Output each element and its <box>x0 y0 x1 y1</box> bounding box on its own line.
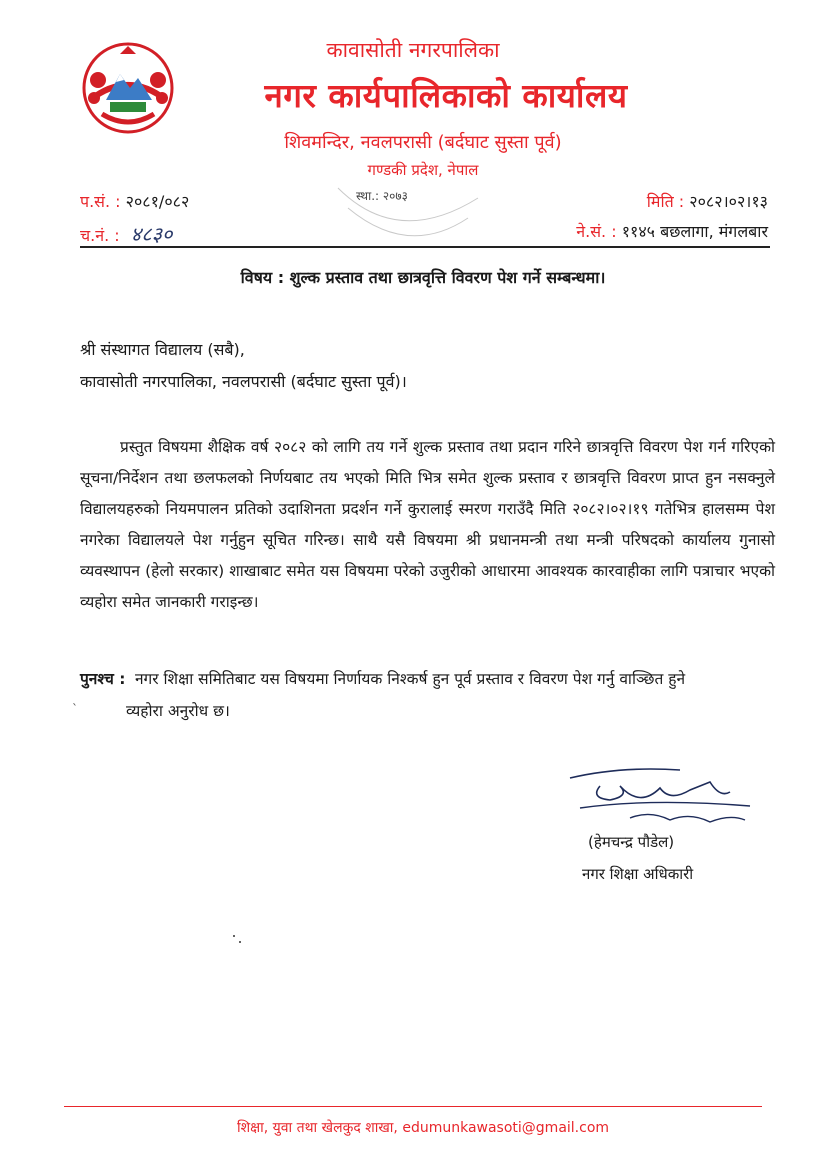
ns-label: ने.सं. : <box>576 222 617 241</box>
addressee-line-2: कावासोती नगरपालिका, नवलपरासी (बर्दघाट सुस्ता पूर्व)। <box>80 372 407 391</box>
office-address: शिवमन्दिर, नवलपरासी (बर्दघाट सुस्ता पूर्व) <box>284 132 562 153</box>
postscript-label: पुनश्च : <box>80 670 126 688</box>
cn-value: ४८३० <box>130 222 173 246</box>
addressee-line-1: श्री संस्थागत विद्यालय (सबै), <box>80 340 245 359</box>
signatory-name: (हेमचन्द्र पौडेल) <box>588 833 675 851</box>
postscript-line-2: व्यहोरा अनुरोध छ। <box>126 702 230 720</box>
reference-number <box>80 190 189 212</box>
office-province: गण्डकी प्रदेश, नेपाल <box>367 161 479 179</box>
nepal-sambat-date <box>576 220 768 242</box>
date-value: २०८२।०२।१३ <box>689 192 768 211</box>
letter-body: प्रस्तुत विषयमा शैक्षिक वर्ष २०८२ को लागि तय गर्ने शुल्क प्रस्ताव तथा प्रदान गरिने छात्रवृत्ति विवरण पेश गर्न गरिएको सूचना/निर्देशन तथा छलफलको निर्णयबाट तय भएको मिति भित्र समेत शुल्क प्रस्ताव र छात्रवृत्ति विवरण प्राप्त हुन नसक्नुले विद्यालयहरुको नियमपालन प्रतिको उदाशिनता प्रदर्शन गर्ने कुरालाई स्मरण गराउँदै मिति २०८२।०२।१९ गतेभित्र हालसम्म पेश नगरेका विद्यालयले पेश गर्नुहुन सूचित गरिन्छ। साथै यसै विषयमा श्री प्रधानमन्त्री तथा मन्त्री परिषदको कार्यालय गुनासो व्यवस्थापन (हेलो सरकार) शाखाबाट समेत यस विषयमा परेको उजुरीको आधारमा आवश्यक कारवाहीका लागि पत्राचार भएको व्यहोरा समेत जानकारी गराइन्छ। <box>80 438 775 611</box>
signatory-title: नगर शिक्षा अधिकारी <box>582 865 694 883</box>
header-divider <box>80 246 770 248</box>
letter-subject: विषय : शुल्क प्रस्ताव तथा छात्रवृत्ति विवरण पेश गर्ने सम्बन्धमा। <box>240 268 606 287</box>
stamp-text: स्था.: २०७३ <box>356 189 408 203</box>
date-label: मिति : <box>646 192 685 211</box>
tick-mark-icon: ˋ <box>72 702 78 716</box>
office-title: नगर कार्यपालिकाको कार्यालय <box>264 76 628 115</box>
ns-value: ११४५ बछलागा, मंगलबार <box>621 222 768 241</box>
dispatch-number <box>80 220 172 247</box>
postscript-line-1: नगर शिक्षा समितिबाट यस विषयमा निर्णायक निश्कर्ष हुन पूर्व प्रस्ताव र विवरण पेश गर्नु वाञ्छित हुने <box>134 670 686 688</box>
ps-value: २०८१/०८२ <box>125 192 190 211</box>
footer-contact: शिक्षा, युवा तथा खेलकुद शाखा, edumunkawasoti@gmail.com <box>236 1120 610 1136</box>
ps-label: प.सं. : <box>80 192 121 211</box>
ink-speck-icon <box>230 930 250 950</box>
letter-date <box>647 190 768 212</box>
footer-divider <box>64 1106 762 1107</box>
municipality-name: कावासोती नगरपालिका <box>326 38 500 62</box>
cn-label: च.नं. : <box>80 226 120 245</box>
